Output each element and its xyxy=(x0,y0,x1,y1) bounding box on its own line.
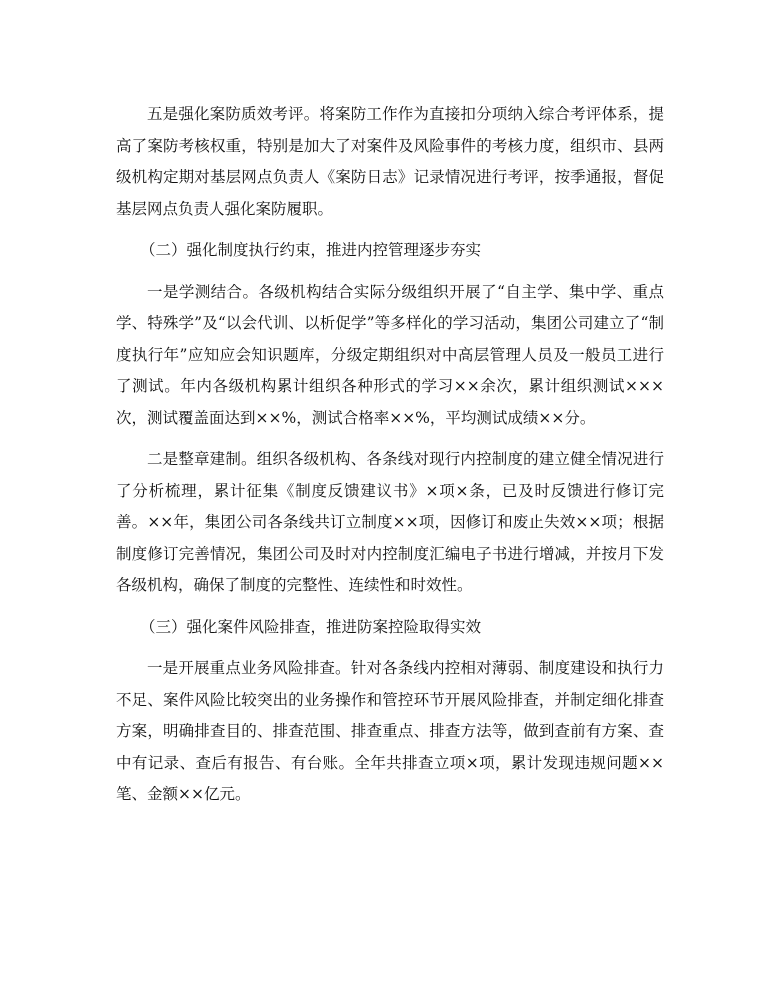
paragraph-learning-testing: 一是学测结合。各级机构结合实际分级组织开展了“自主学、集中学、重点学、特殊学”及“以会代训、以析促学”等多样化的学习活动，集团公司建立了“制度执行年”应知应会知识题库，分级定期组织对中高层管理人员及一般员工进行了测试。年内各级机构累计组织各种形式的学习××余次，累计组织测试×××次，测试覆盖面达到××%，测试合格率××%，平均测试成绩××分。 xyxy=(116,282,664,427)
paragraph-regulation-building: 二是整章建制。组织各级机构、各条线对现行内控制度的建立健全情况进行了分析梳理，累计征集《制度反馈建议书》×项×条，已及时反馈进行修订完善。××年，集团公司各条线共订立制度××项，因修订和废止失效××项；根据制度修订完善情况，集团公司及时对内控制度汇编电子书进行增减，并按月下发各级机构，确保了制度的完整性、连续性和时效性。 xyxy=(116,450,664,594)
section-heading-risk-inspection: （三）强化案件风险排查，推进防案控险取得实效 xyxy=(140,617,482,636)
section-heading-system-execution: （二）强化制度执行约束，推进内控管理逐步夯实 xyxy=(140,241,482,259)
document-body xyxy=(116,99,664,811)
paragraph-key-business-risk-inspection: 一是开展重点业务风险排查。针对各条线内控相对薄弱、制度建设和执行力不足、案件风险比较突出的业务操作和管控环节开展风险排查，并制定细化排查方案，明确排查目的、排查范围、排查重点、排查方法等，做到查前有方案、查中有记录、查后有报告、有台账。全年共排查立项×项，累计发现违规问题××笔、金额××亿元。 xyxy=(116,659,664,803)
paragraph-case-prevention-evaluation: 五是强化案防质效考评。将案防工作作为直接扣分项纳入综合考评体系，提高了案防考核权重，特别是加大了对案件及风险事件的考核力度，组织市、县两级机构定期对基层网点负责人《案防日志》记录情况进行考评，按季通报，督促基层网点负责人强化案防履职。 xyxy=(116,105,664,218)
